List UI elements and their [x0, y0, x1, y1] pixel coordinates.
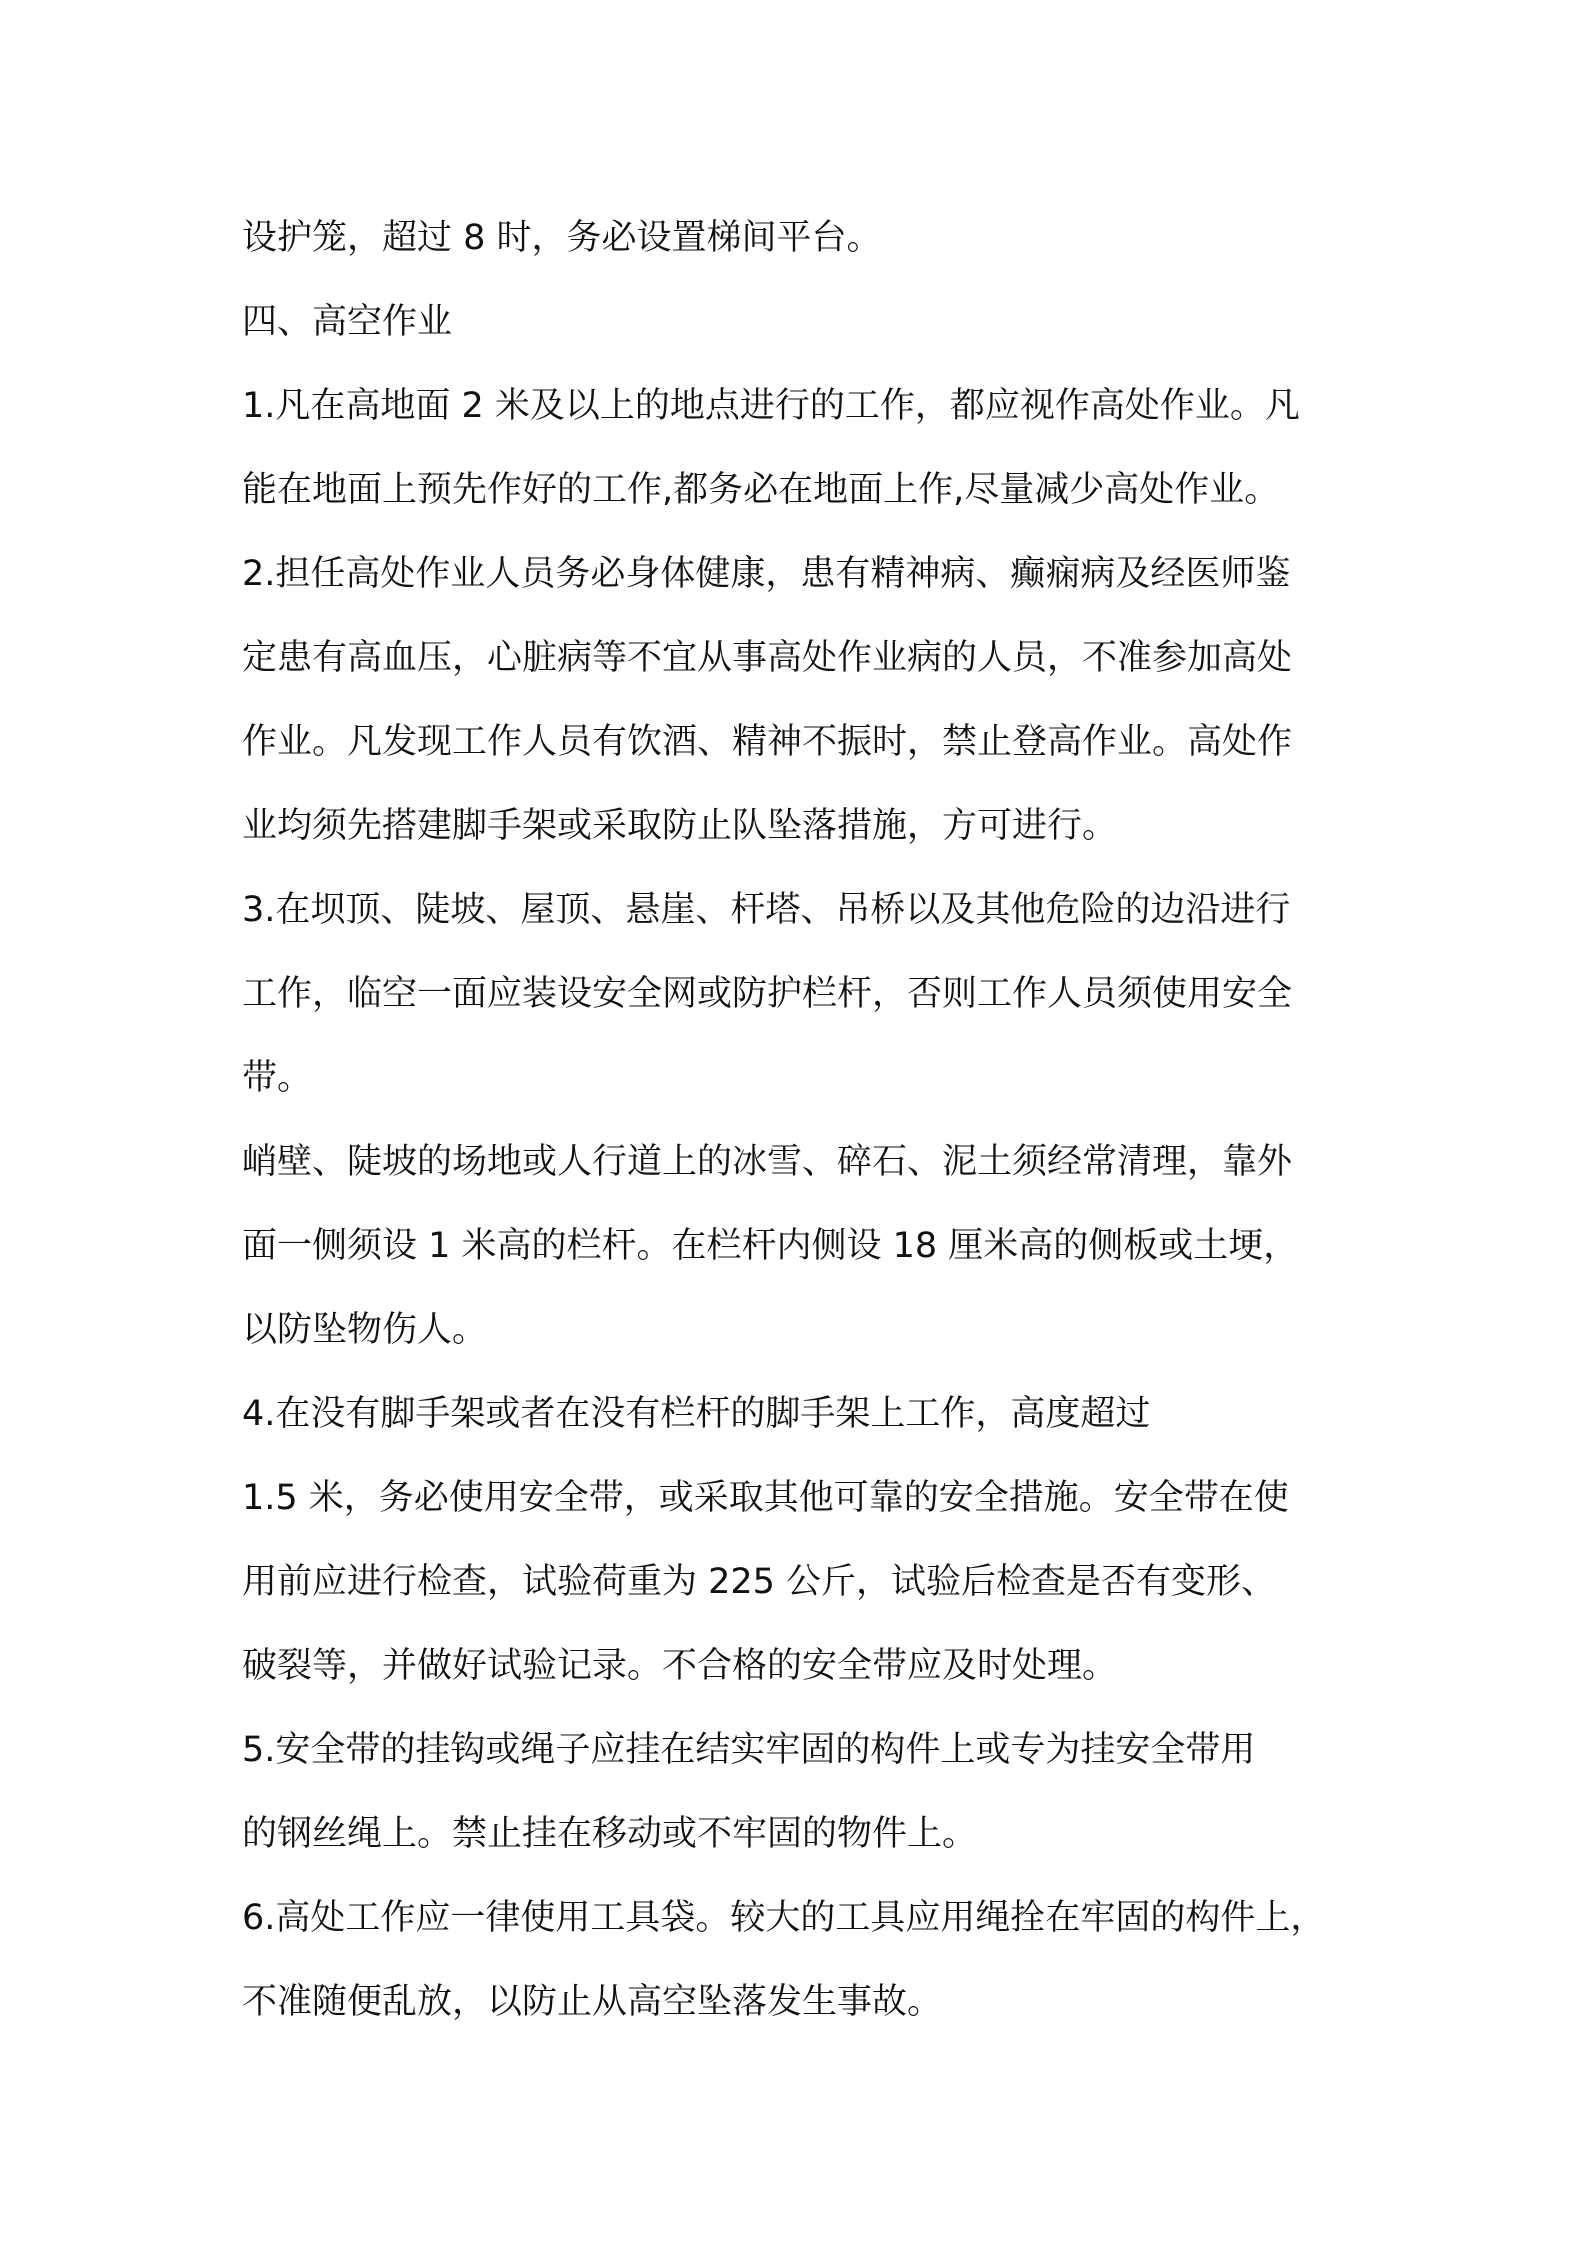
- text-line: 不准随便乱放，以防止从高空坠落发生事故。: [242, 1982, 943, 2022]
- text-line: 的钢丝绳上。禁止挂在移动或不牢固的物件上。: [242, 1814, 978, 1854]
- text-line: 面一侧须设 1 米高的栏杆。在栏杆内侧设 18 厘米高的侧板或土埂，: [242, 1226, 1299, 1266]
- text-line: 3.在坝顶、陡坡、屋顶、悬崖、杆塔、吊桥以及其他危险的边沿进行: [242, 890, 1291, 930]
- text-line: 作业。凡发现工作人员有饮酒、精神不振时，禁止登高作业。高处作: [242, 722, 1293, 762]
- text-line: 峭壁、陡坡的场地或人行道上的冰雪、碎石、泥土须经常清理，靠外: [242, 1142, 1293, 1182]
- text-line: 工作，临空一面应装设安全网或防护栏杆，否则工作人员须使用安全: [242, 974, 1293, 1014]
- text-line: 能在地面上预先作好的工作,都务必在地面上作,尽量减少高处作业。: [242, 470, 1280, 510]
- section-heading: 四、高空作业: [242, 302, 453, 342]
- text-line: 1.5 米，务必使用安全带，或采取其他可靠的安全措施。安全带在使: [242, 1478, 1289, 1518]
- text-line: 4.在没有脚手架或者在没有栏杆的脚手架上工作，高度超过: [242, 1394, 1151, 1434]
- text-line: 设护笼，超过 8 时，务必设置梯间平台。: [242, 218, 882, 258]
- text-line: 带。: [242, 1058, 313, 1098]
- text-line: 业均须先搭建脚手架或采取防止队坠落措施，方可进行。: [242, 806, 1118, 846]
- text-line: 1.凡在高地面 2 米及以上的地点进行的工作，都应视作高处作业。凡: [242, 386, 1300, 426]
- text-line: 2.担任高处作业人员务必身体健康，患有精神病、癫痫病及经医师鉴: [242, 554, 1291, 594]
- text-line: 5.安全带的挂钩或绳子应挂在结实牢固的构件上或专为挂安全带用: [242, 1730, 1256, 1770]
- text-line: 以防坠物伤人。: [242, 1310, 488, 1350]
- text-line: 6.高处工作应一律使用工具袋。较大的工具应用绳拴在牢固的构件上，: [242, 1898, 1326, 1938]
- text-line: 破裂等，并做好试验记录。不合格的安全带应及时处理。: [242, 1646, 1118, 1686]
- text-line: 用前应进行检查，试验荷重为 225 公斤，试验后检查是否有变形、: [242, 1562, 1277, 1602]
- text-line: 定患有高血压，心脏病等不宜从事高处作业病的人员，不准参加高处: [242, 638, 1293, 678]
- document-body: [242, 196, 1362, 2044]
